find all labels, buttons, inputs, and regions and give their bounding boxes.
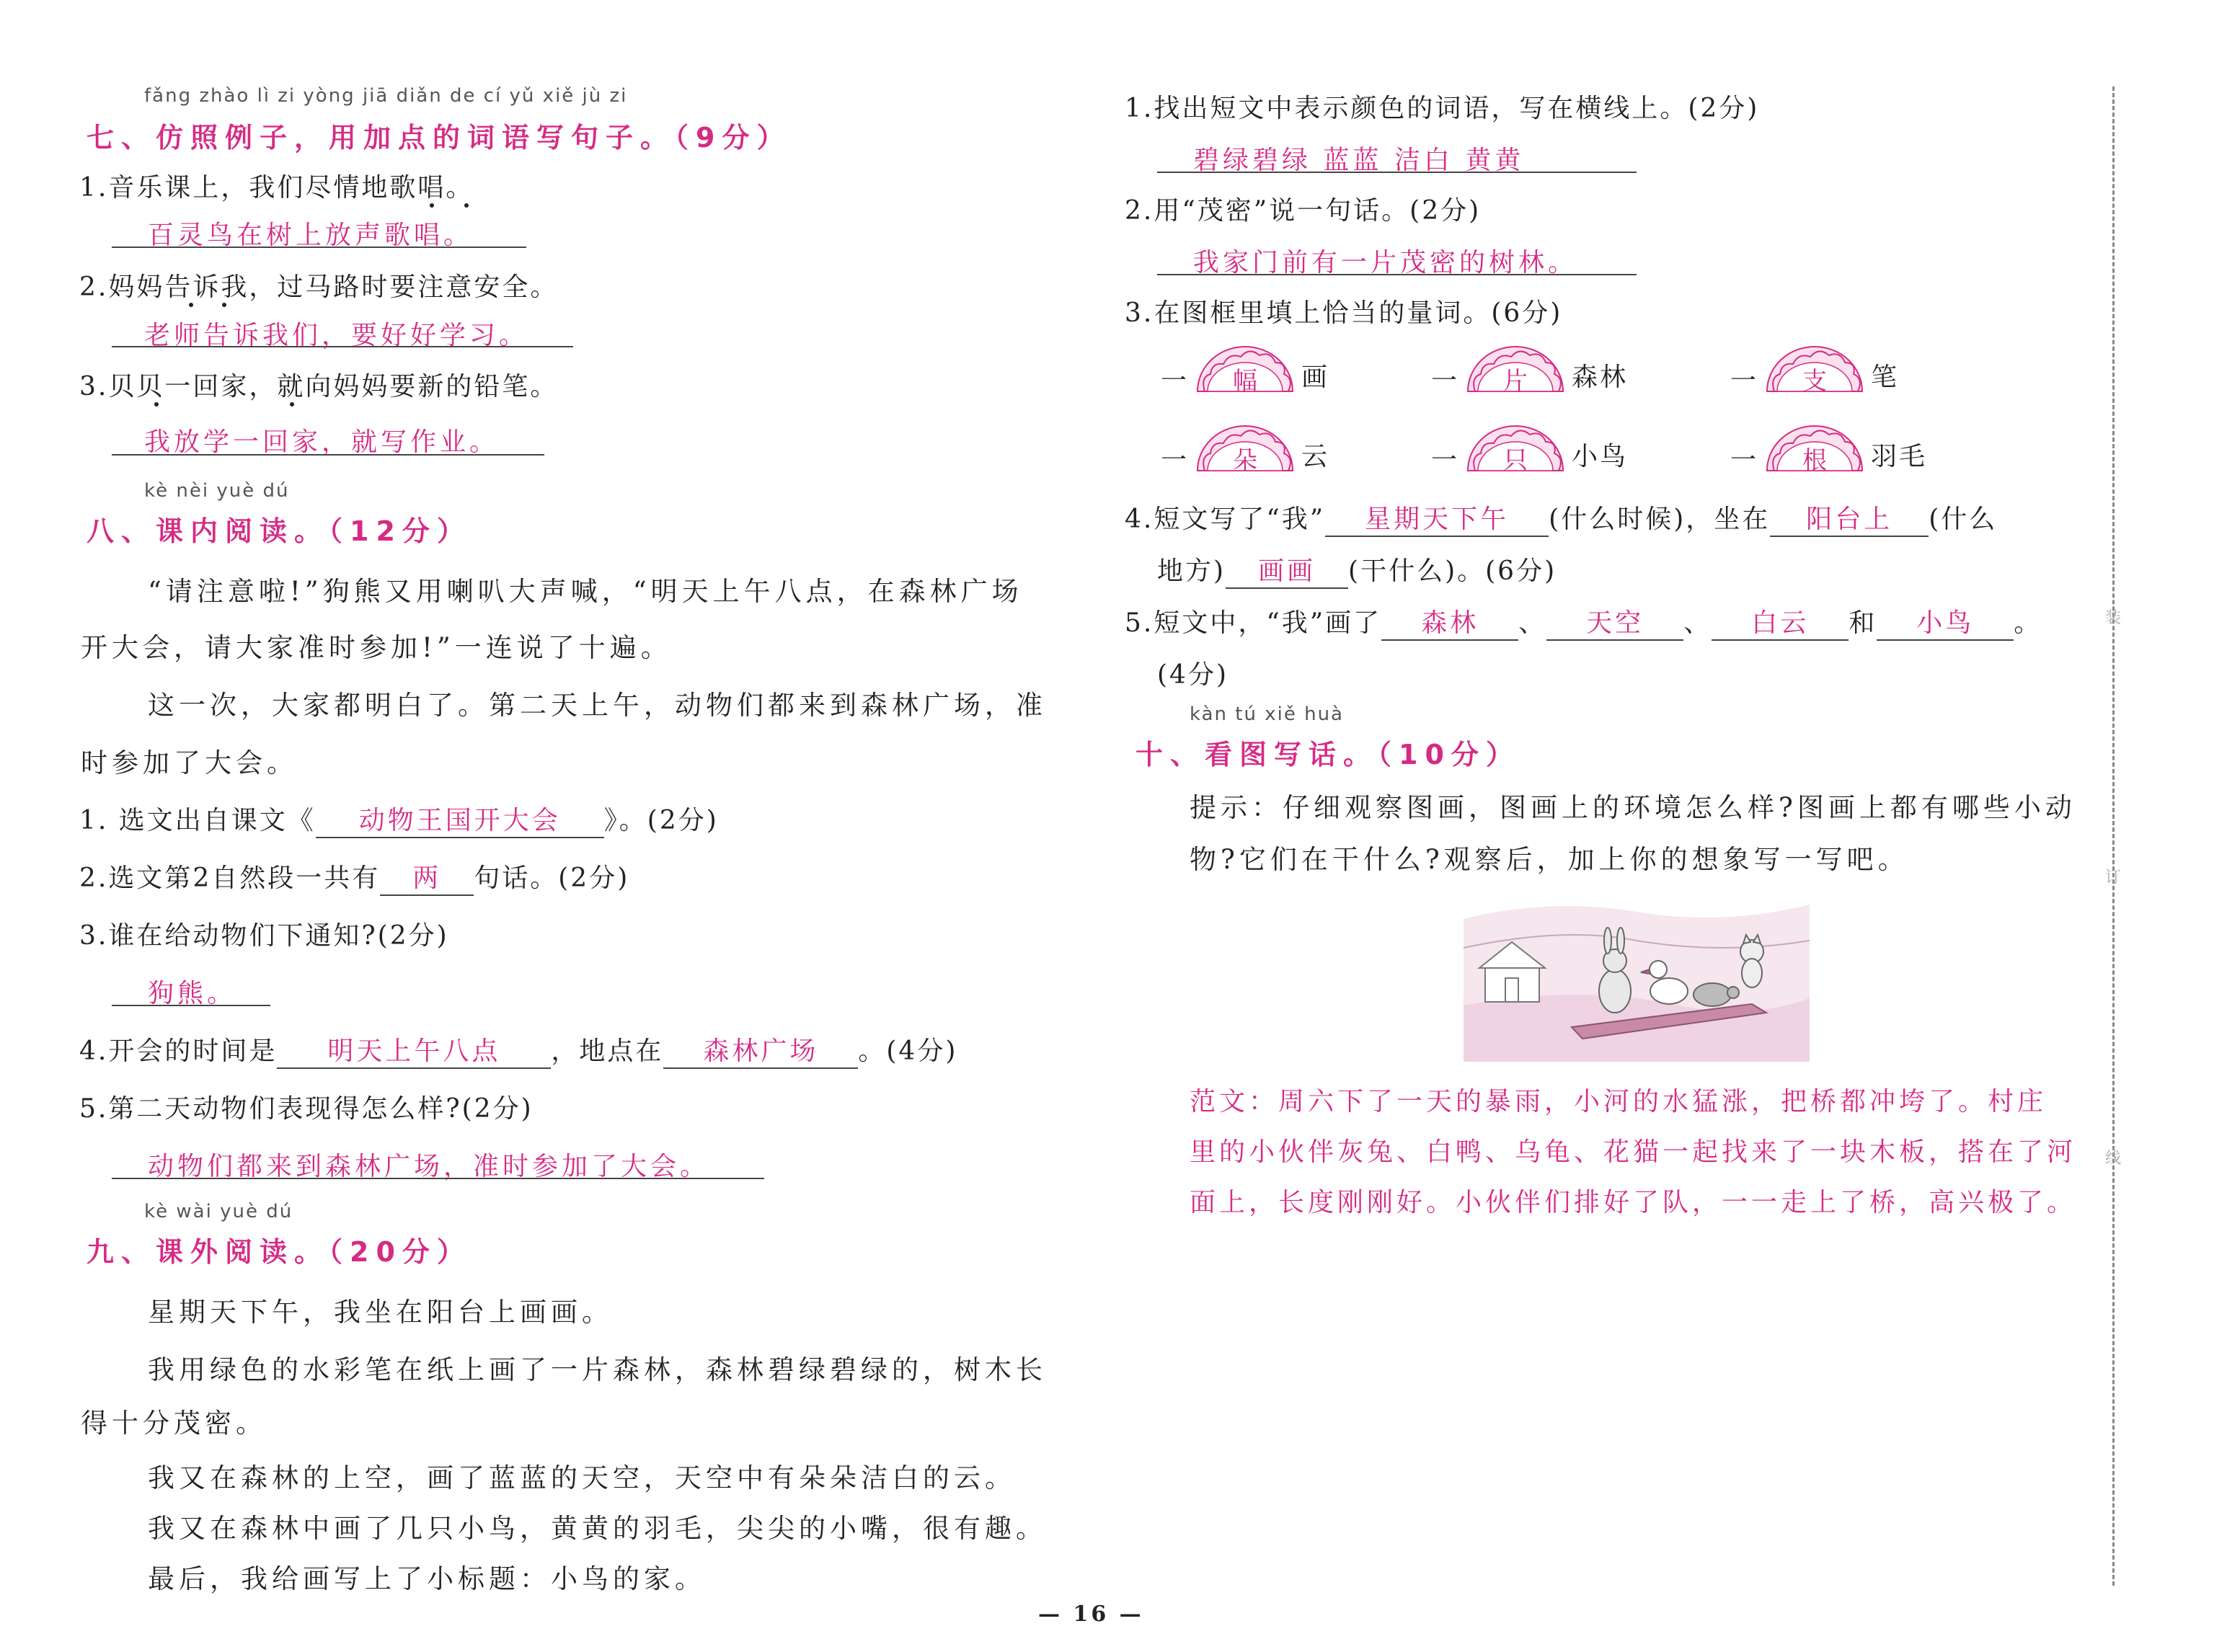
s7-answer-2: 老师告诉我们，要好好学习。 xyxy=(144,321,529,350)
answer-blank: 白云 xyxy=(1712,603,1849,641)
answer-blank: 森林广场 xyxy=(663,1031,858,1069)
flower-frame xyxy=(1763,422,1867,475)
section10-pinyin: kàn tú xiě huà xyxy=(1190,703,1344,725)
s7-answer-1: 百灵鸟在树上放声歌唱。 xyxy=(148,221,474,250)
flower-frame xyxy=(1763,342,1867,396)
emphasis-dot xyxy=(290,402,294,407)
right-answer-2: 我家门前有一片茂密的树林。 xyxy=(1193,248,1578,277)
measure-noun: 画 xyxy=(1301,363,1330,392)
s9-paragraph-2b: 得十分茂密。 xyxy=(81,1408,267,1439)
s9-paragraph-3: 我又在森林的上空，画了蓝蓝的天空，天空中有朵朵洁白的云。 xyxy=(148,1462,1016,1493)
emphasis-dot xyxy=(430,203,434,208)
answer-line xyxy=(112,1005,270,1006)
flower-frame xyxy=(1193,422,1297,475)
measure-word-one: 一 xyxy=(1730,445,1759,475)
right-question-4-line2: 地方) 画画 (干什么)。(6分) xyxy=(1157,551,1557,589)
measure-noun: 森林 xyxy=(1572,363,1629,392)
s8-paragraph-1b: 开大会，请大家准时参加!”一连说了十遍。 xyxy=(81,632,672,663)
s7-question-3: 3.贝贝一回家，就向妈妈要新的铅笔。 xyxy=(79,372,559,401)
s9-paragraph-5: 最后，我给画写上了小标题：小鸟的家。 xyxy=(148,1563,706,1594)
measure-noun: 小鸟 xyxy=(1572,442,1629,471)
measure-answer: 幅 xyxy=(1233,367,1257,396)
emphasis-dot xyxy=(154,402,159,407)
flower-frame xyxy=(1193,342,1297,396)
measure-word-one: 一 xyxy=(1730,366,1759,396)
s10-model-c: 面上，长度刚刚好。小伙伴们排好了队，一一走上了桥，高兴极了。 xyxy=(1190,1188,2077,1217)
measure-answer: 朵 xyxy=(1233,446,1257,475)
answer-blank: 画画 xyxy=(1226,551,1348,589)
s8-answer-3: 狗熊。 xyxy=(148,979,237,1008)
section9-title: 九、课外阅读。（20分） xyxy=(87,1236,471,1268)
s8-paragraph-2a: 这一次，大家都明白了。第二天上午，动物们都来到森林广场，准 xyxy=(148,690,1047,721)
s9-paragraph-4: 我又在森林中画了几只小鸟，黄黄的羽毛，尖尖的小嘴，很有趣。 xyxy=(148,1513,1047,1544)
flower-frame xyxy=(1464,342,1567,396)
binding-dashed-line xyxy=(2112,86,2115,1586)
answer-line xyxy=(112,247,526,248)
measure-word-one: 一 xyxy=(1431,366,1460,396)
section8-title: 八、课内阅读。（12分） xyxy=(87,515,471,547)
answer-line xyxy=(112,1178,764,1179)
flower-frame xyxy=(1464,422,1567,475)
answer-line xyxy=(1157,274,1637,275)
measure-answer: 只 xyxy=(1503,446,1528,475)
section7-pinyin: fǎng zhào lì zi yòng jiā diǎn de cí yǔ xiě jù zi xyxy=(144,85,628,107)
s8-question-5: 5.第二天动物们表现得怎么样?(2分) xyxy=(79,1094,533,1124)
answer-blank: 小鸟 xyxy=(1877,603,2014,641)
s10-model-a: 范文：周六下了一天的暴雨，小河的水猛涨，把桥都冲垮了。村庄 xyxy=(1190,1087,2047,1116)
s8-question-2: 2.选文第2自然段一共有 两 句话。(2分) xyxy=(79,858,629,896)
binding-char: 装 xyxy=(2105,609,2122,627)
binding-char: 订 xyxy=(2105,869,2122,887)
answer-blank: 阳台上 xyxy=(1770,499,1929,537)
right-answer-1: 碧绿碧绿 蓝蓝 洁白 黄黄 xyxy=(1193,146,1525,175)
right-question-5-score: (4分) xyxy=(1157,660,1228,690)
measure-word-one: 一 xyxy=(1161,445,1190,475)
section8-pinyin: kè nèi yuè dú xyxy=(144,480,290,502)
answer-line xyxy=(112,346,573,347)
s10-hint-b: 物?它们在干什么?观察后，加上你的想象写一写吧。 xyxy=(1190,844,1909,875)
answer-line xyxy=(112,454,544,456)
s9-paragraph-1: 星期天下午，我坐在阳台上画画。 xyxy=(148,1297,613,1328)
section9-pinyin: kè wài yuè dú xyxy=(144,1201,293,1222)
measure-noun: 羽毛 xyxy=(1871,442,1928,471)
bridge-illustration xyxy=(1464,897,1810,1062)
measure-answer: 支 xyxy=(1802,367,1827,396)
s7-question-1: 1.音乐课上，我们尽情地歌唱。 xyxy=(79,173,474,203)
s8-question-1: 1. 选文出自课文《 动物王国开大会 》。(2分) xyxy=(79,800,719,838)
measure-noun: 云 xyxy=(1301,442,1330,471)
measure-answer: 根 xyxy=(1802,446,1827,475)
s8-question-3: 3.谁在给动物们下通知?(2分) xyxy=(79,921,449,951)
measure-noun: 笔 xyxy=(1871,363,1900,392)
answer-blank: 明天上午八点 xyxy=(277,1031,551,1069)
s7-question-2: 2.妈妈告诉我，过马路时要注意安全。 xyxy=(79,272,559,302)
emphasis-dot xyxy=(464,203,469,208)
s8-question-4: 4.开会的时间是 明天上午八点 ，地点在 森林广场 。(4分) xyxy=(79,1031,957,1069)
section7-title: 七、仿照例子，用加点的词语写句子。（9分） xyxy=(87,122,792,154)
s8-answer-5: 动物们都来到森林广场，准时参加了大会。 xyxy=(148,1152,710,1181)
answer-blank: 两 xyxy=(380,858,474,896)
emphasis-dot xyxy=(222,303,226,307)
answer-blank: 森林 xyxy=(1381,603,1518,641)
right-question-2: 2.用“茂密”说一句话。(2分) xyxy=(1125,196,1482,226)
binding-char: 线 xyxy=(2105,1150,2122,1168)
answer-blank: 星期天下午 xyxy=(1325,499,1549,537)
right-question-5: 5.短文中，“我”画了 森林 、 天空 、 白云 和 小鸟 。 xyxy=(1125,603,2042,641)
s8-paragraph-2b: 时参加了大会。 xyxy=(81,747,298,778)
s10-model-b: 里的小伙伴灰兔、白鸭、乌龟、花猫一起找来了一块木板，搭在了河 xyxy=(1190,1137,2077,1167)
s8-paragraph-1a: “请注意啦!”狗熊又用喇叭大声喊，“明天上午八点，在森林广场 xyxy=(148,576,1023,607)
answer-blank: 天空 xyxy=(1546,603,1683,641)
page-number: — 16 — xyxy=(1038,1602,1144,1627)
s10-hint-a: 提示：仔细观察图画，图画上的环境怎么样?图画上都有哪些小动 xyxy=(1190,792,2076,823)
measure-word-one: 一 xyxy=(1161,366,1190,396)
right-question-4-line1: 4.短文写了“我” 星期天下午 (什么时候)，坐在 阳台上 (什么 xyxy=(1125,499,1997,537)
s9-paragraph-2a: 我用绿色的水彩笔在纸上画了一片森林，森林碧绿碧绿的，树木长 xyxy=(148,1354,1047,1385)
measure-word-one: 一 xyxy=(1431,445,1460,475)
emphasis-dot xyxy=(189,303,193,307)
answer-line xyxy=(1157,172,1637,173)
animals-crossing-bridge-picture xyxy=(1464,897,1810,1062)
right-question-1: 1.找出短文中表示颜色的词语，写在横线上。(2分) xyxy=(1125,94,1760,123)
answer-blank: 动物王国开大会 xyxy=(316,800,604,838)
right-question-3: 3.在图框里填上恰当的量词。(6分) xyxy=(1125,298,1563,328)
measure-answer: 片 xyxy=(1503,367,1528,396)
section10-title: 十、看图写话。（10分） xyxy=(1135,739,1520,771)
s7-answer-3: 我放学一回家，就写作业。 xyxy=(144,427,500,457)
